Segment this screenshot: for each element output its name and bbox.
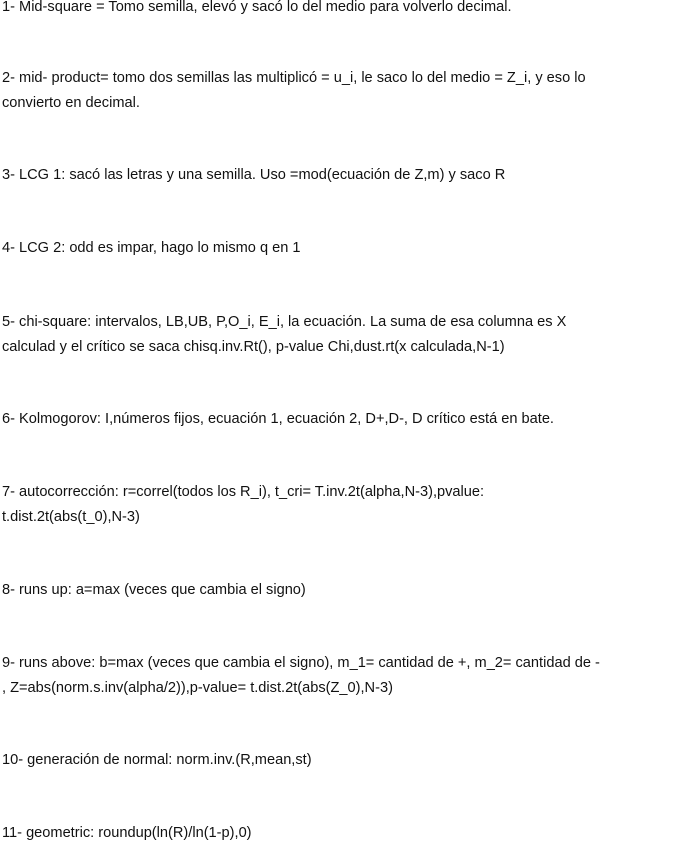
note-line: 8- runs up: a=max (veces que cambia el signo): [2, 582, 306, 598]
note-line: 5- chi-square: intervalos, LB,UB, P,O_i, E_i, la ecuación. La suma de esa columna es X: [2, 314, 567, 330]
note-line: 7- autocorrección: r=correl(todos los R_i), t_cri= T.inv.2t(alpha,N-3),pvalue:: [2, 484, 485, 500]
note-line: convierto en decimal.: [2, 94, 140, 111]
note-10: [2, 748, 678, 773]
note-2: [2, 66, 678, 115]
note-6: [2, 407, 678, 432]
note-5: [2, 310, 678, 359]
note-line: calculad y el crítico se saca chisq.inv.Rt(), p-value Chi,dust.rt(x calculada,N-1): [2, 338, 505, 355]
note-7: [2, 480, 678, 529]
note-line: 3- LCG 1: sacó las letras y una semilla. Uso =mod(ecuación de Z,m) y saco R: [2, 167, 506, 183]
note-line: 6- Kolmogorov: I,números fijos, ecuación 1, ecuación 2, D+,D-, D crítico está en bate.: [2, 411, 554, 427]
note-line: 10- generación de normal: norm.inv.(R,mean,st): [2, 752, 312, 768]
note-3: [2, 163, 678, 188]
note-line: , Z=abs(norm.s.inv(alpha/2)),p-value= t.dist.2t(abs(Z_0),N-3): [2, 679, 393, 696]
note-1: [2, 0, 678, 20]
note-line: 11- geometric: roundup(ln(R)/ln(1-p),0): [2, 825, 252, 841]
note-4: [2, 236, 678, 261]
note-line: t.dist.2t(abs(t_0),N-3): [2, 508, 140, 525]
note-line: 9- runs above: b=max (veces que cambia el signo), m_1= cantidad de +, m_2= cantidad de -: [2, 655, 600, 671]
note-8: [2, 578, 678, 603]
note-9: [2, 651, 678, 700]
note-line: 4- LCG 2: odd es impar, hago lo mismo q en 1: [2, 240, 301, 256]
note-line: 2- mid- product= tomo dos semillas las multiplicó = u_i, le saco lo del medio = Z_i, y eso lo: [2, 70, 586, 86]
note-line: 1- Mid-square = Tomo semilla, elevó y sacó lo del medio para volverlo decimal.: [2, 0, 512, 15]
